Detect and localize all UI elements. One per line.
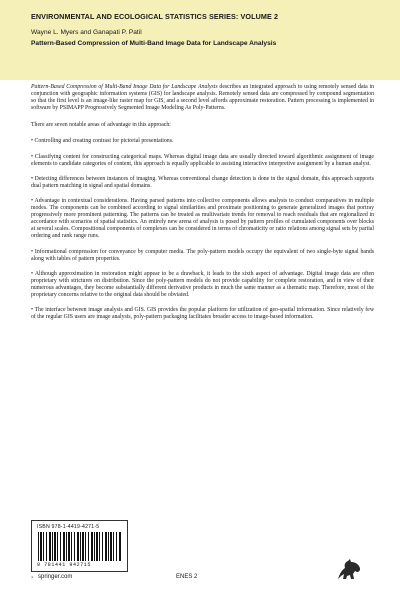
advantage-item: • Informational compression for conveyance by computer media. The poly-pattern models occupy the equivalent of two single-byte signal bands along with tables of pattern properties. bbox=[31, 248, 374, 262]
intro-text: describes an integrated approach to using remotely sensed data in conjunction with geographic information systems (GIS) for landscape analysis. Remotely sensed data are compressed by compound segmentation so that the first level is an image-like raster map for GIS, and a second level affords approximate restoration. Pattern processing is implemented in software by PSIMAPP Progressively Segmented Image Modeling As Poly-Patterns. bbox=[31, 84, 374, 112]
authors: Wayne L. Myers and Ganapati P. Patil bbox=[31, 29, 142, 36]
advantage-item: • Advantage in contextual considerations. Having parsed patterns into collective components allows analysts to conduct comparatives in multiple modes. The components can be combined according to signal similarities and proximate positioning to generate generalized images that portray progressively more prominent patterning. The patterns can be treated as multivariate trends for removal to reach residuals that are regionalized in accordance with scenarios of spatial statistics. An entirely new arena of analysis is posed by pattern profiles of cumulated components over blocks at several scales. Compositional components of complexes can be considered in terms of chromaticity or ratio relations among signal sets by partial ordering and rank range runs. bbox=[31, 197, 374, 240]
description-body bbox=[31, 84, 374, 329]
advantage-item: • The interface between image analysis and GIS. GIS provides the popular platform for utilization of geo-spatial information. Since relatively few of the regular GIS users are image analysts, poly-pattern packaging facilitates broader access to image-based information. bbox=[31, 307, 374, 321]
book-title: Pattern-Based Compression of Multi-Band Image Data for Landscape Analysis bbox=[31, 40, 277, 47]
publisher-link[interactable]: springer.com bbox=[38, 574, 73, 580]
advantages-lead: There are seven notable areas of advantage in this approach: bbox=[31, 122, 171, 129]
barcode-bars bbox=[38, 532, 122, 561]
barcode-digits: 9 781441 942715 bbox=[37, 562, 92, 568]
barcode-block bbox=[31, 520, 128, 572]
header-band bbox=[0, 0, 400, 80]
advantage-item: • Controlling and creating contrast for pictorial presentations. bbox=[31, 138, 174, 145]
advantage-item: • Detecting differences between instances of imaging. Whereas conventional change detection is done in the signal domain, this approach supports dual pattern matching in signal and spatial domains. bbox=[31, 175, 374, 189]
springer-horse-logo-icon bbox=[330, 555, 370, 585]
intro-paragraph bbox=[31, 84, 374, 112]
series-code: ENES 2 bbox=[176, 574, 198, 580]
intro-book-title: Pattern-Based Compression of Multi-Band Image Data for Landscape Analysis bbox=[31, 84, 218, 90]
series-title: ENVIRONMENTAL AND ECOLOGICAL STATISTICS SERIES: VOLUME 2 bbox=[31, 12, 279, 21]
isbn-label: ISBN 978-1-4419-4271-5 bbox=[37, 524, 100, 530]
chevron-right-icon: › bbox=[31, 574, 34, 581]
advantage-item: • Classifying content for constructing categorical maps. Whereas digital image data are usually directed toward algorithmic assignment of image elements to candidate categories of content, this approach is equally applicable to assisting interactive interpretive assignment by a human analyst. bbox=[31, 153, 374, 167]
advantage-item: • Although approximation in restoration might appear to be a drawback, it leads to the sixth aspect of advantage. Digital image data are often proprietary with strictures on distribution. Since the poly-pattern models do not provide capability for complete restoration, and in view of their numerous advantages, they become substantially different derivative products in much the same manner as a thematic map. Therefore, most of the proprietary concerns relative to the original data should be obviated. bbox=[31, 270, 374, 298]
